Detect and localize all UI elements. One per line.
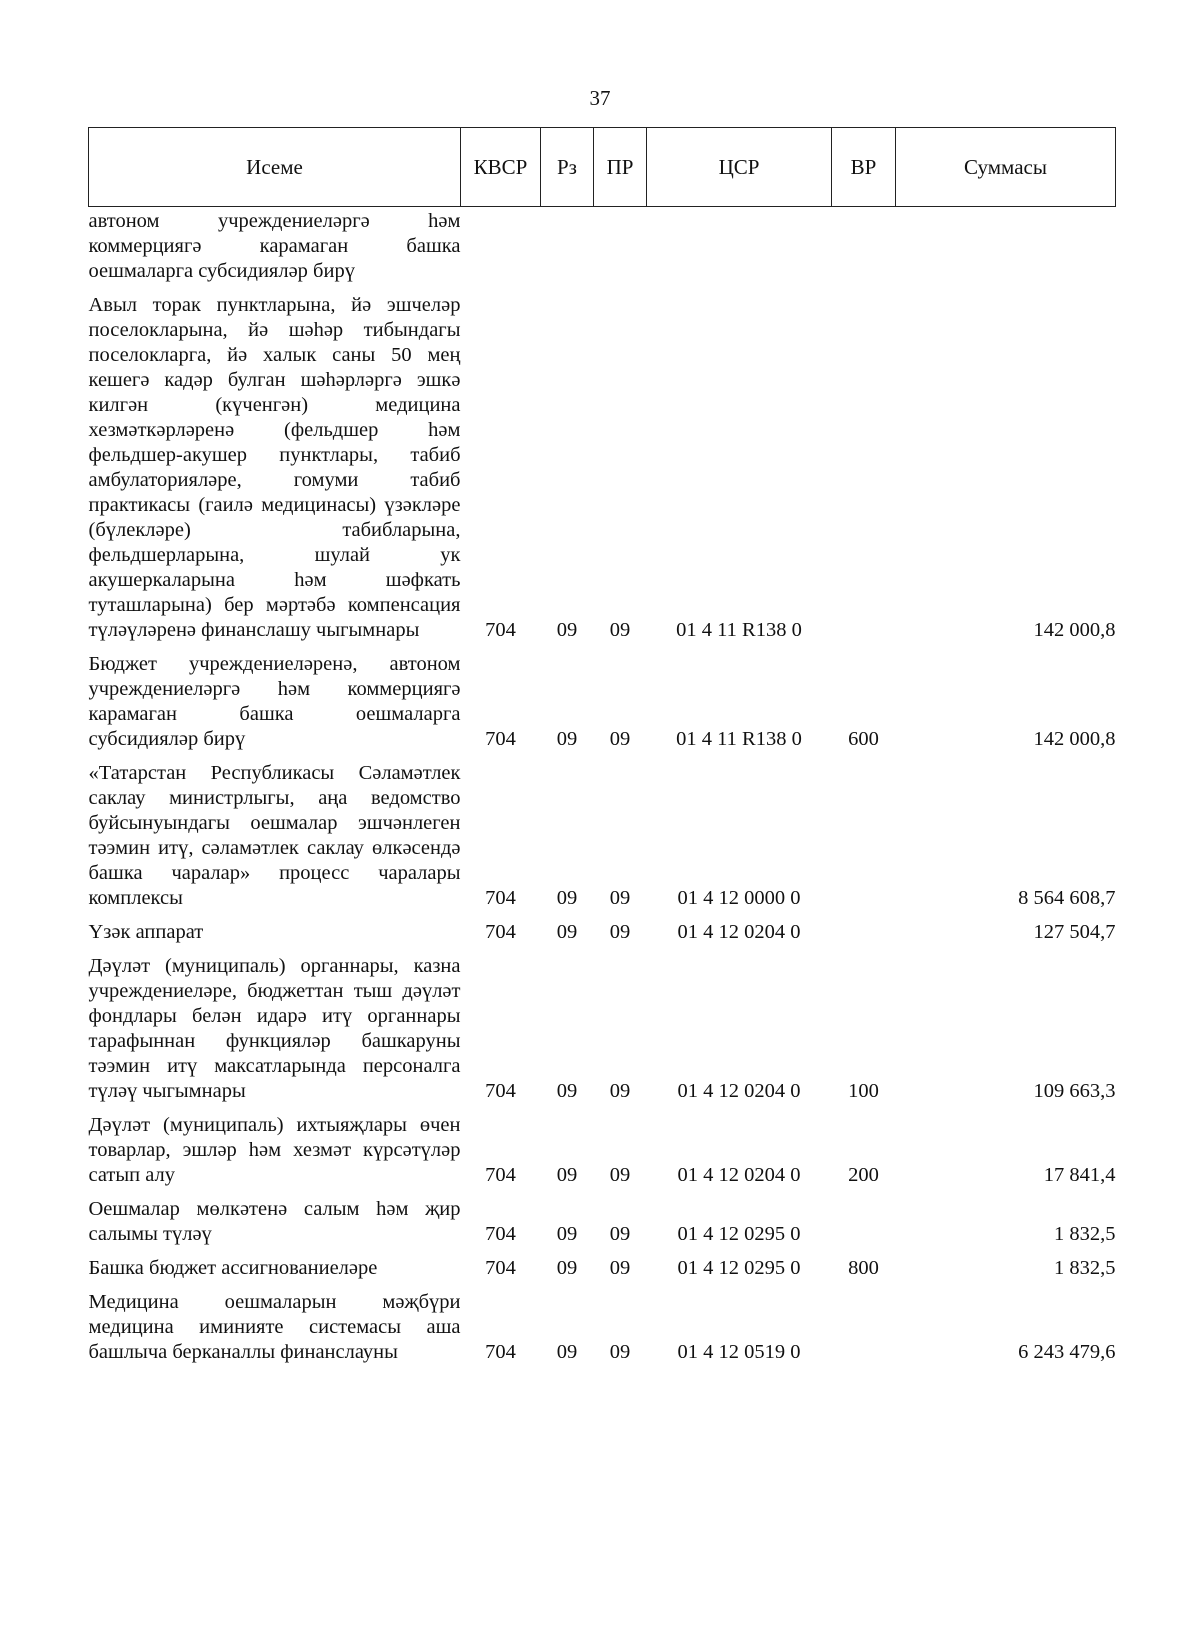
row-csr: 01 4 12 0204 0: [677, 1164, 801, 1186]
row-vr: 800: [848, 1257, 879, 1279]
row-kvsr: 704: [485, 1223, 516, 1245]
row-pr: 09: [609, 728, 631, 750]
row-sum: 1 832,5: [1054, 1257, 1116, 1279]
row-csr: 01 4 12 0295 0: [677, 1223, 801, 1245]
row-rz: 09: [556, 728, 578, 750]
row-vr: [832, 284, 896, 643]
row-csr: 01 4 12 0519 0: [677, 1341, 801, 1363]
row-pr: 09: [609, 887, 631, 909]
row-csr: 01 4 12 0204 0: [677, 1080, 801, 1102]
row-csr: 01 4 12 0204 0: [677, 921, 801, 943]
budget-table: [88, 127, 1116, 1365]
row-name: «Татарстан Республикасы Сәламәтлек саклау министрлыгы, аңа ведомство буйсынуындагы оешмалар эшчәнлеген тәэмин итү, сәламәтлек саклау өлкәсендә башка чаралар» процесс чаралары комплексы: [88, 762, 461, 909]
row-vr: 600: [848, 728, 879, 750]
row-rz: 09: [556, 887, 578, 909]
row-sum: 8 564 608,7: [1018, 887, 1116, 909]
row-sum: 1 832,5: [1054, 1223, 1116, 1245]
row-name: Үзәк аппарат: [88, 921, 204, 943]
row-pr: 09: [609, 921, 631, 943]
row-pr: 09: [609, 1223, 631, 1245]
table-row: [89, 284, 1116, 643]
row-rz: 09: [556, 1257, 578, 1279]
row-rz: 09: [556, 1341, 578, 1363]
row-vr: 200: [848, 1164, 879, 1186]
row-kvsr: 704: [485, 1341, 516, 1363]
row-kvsr: 704: [485, 921, 516, 943]
row-sum: 17 841,4: [1043, 1164, 1116, 1186]
row-rz: [541, 207, 594, 285]
row-name: Дәүләт (муниципаль) ихтыяҗлары өчен товарлар, эшләр һәм хезмәт күрсәтүләр сатып алу: [88, 1114, 461, 1186]
table-row: [89, 643, 1116, 752]
table-row: [89, 1188, 1116, 1247]
row-sum: [896, 207, 1116, 285]
table-header-row: [89, 128, 1116, 207]
row-pr: 09: [609, 1080, 631, 1102]
row-vr: [832, 1281, 896, 1365]
header-kvsr: КВСР: [461, 128, 541, 207]
row-vr: [832, 207, 896, 285]
table-row: [89, 1281, 1116, 1365]
row-vr: 100: [848, 1080, 879, 1102]
row-pr: 09: [609, 1341, 631, 1363]
header-sum: Суммасы: [896, 128, 1116, 207]
row-csr: 01 4 12 0295 0: [677, 1257, 801, 1279]
row-vr: [832, 911, 896, 945]
row-pr: 09: [609, 1164, 631, 1186]
row-rz: 09: [556, 1223, 578, 1245]
row-pr: 09: [609, 619, 631, 641]
row-name: Авыл торак пунктларына, йә эшчеләр поселокларына, йә шәһәр тибындагы поселокларга, йә халык саны 50 мең кешегә кадәр булган шәһәрләргә эшкә килгән (күченгән) медицина хезмәткәрләренә (фельдшер һәм фельдшер-акушер пунктлары, табиб амбулаторияләре, гомуми табиб практикасы (гаилә медицинасы) үзәкләре (бүлекләре) табибларына, фельдшерларына, шулай ук акушеркаларына һәм шәфкать туташларына) бер мәртәбә компенсация түләүләренә финанслашу чыгымнары: [88, 294, 461, 641]
row-name: автоном учреждениеләргә һәм коммерциягә карамаган башка оешмаларга субсидияләр бирү: [88, 210, 461, 282]
row-rz: 09: [556, 921, 578, 943]
row-vr: [832, 1188, 896, 1247]
row-csr: [647, 207, 832, 285]
row-pr: [594, 207, 647, 285]
table-row: [89, 911, 1116, 945]
row-kvsr: 704: [485, 1080, 516, 1102]
header-rz: Рз: [541, 128, 594, 207]
table-row: [89, 1247, 1116, 1281]
row-kvsr: 704: [485, 1257, 516, 1279]
row-rz: 09: [556, 1164, 578, 1186]
page-number: 37: [589, 86, 611, 110]
table-row: [89, 1104, 1116, 1188]
row-sum: 127 504,7: [1033, 921, 1116, 943]
header-pr: ПР: [594, 128, 647, 207]
row-sum: 142 000,8: [1033, 728, 1116, 750]
row-sum: 109 663,3: [1033, 1080, 1116, 1102]
row-name: Медицина оешмаларын мәҗбүри медицина иминияте системасы аша башлыча берканаллы финанслауны: [88, 1291, 461, 1363]
row-csr: 01 4 11 R138 0: [676, 619, 802, 641]
row-kvsr: [461, 207, 541, 285]
row-sum: 142 000,8: [1033, 619, 1116, 641]
row-csr: 01 4 12 0000 0: [677, 887, 801, 909]
row-csr: 01 4 11 R138 0: [676, 728, 802, 750]
row-kvsr: 704: [485, 887, 516, 909]
table-row: [89, 945, 1116, 1104]
table-row: [89, 207, 1116, 285]
row-name: Бюджет учреждениеләренә, автоном учреждениеләргә һәм коммерциягә карамаган башка оешмаларга субсидияләр бирү: [88, 653, 461, 750]
row-kvsr: 704: [485, 728, 516, 750]
row-kvsr: 704: [485, 619, 516, 641]
row-name: Башка бюджет ассигнованиеләре: [88, 1257, 378, 1279]
row-rz: 09: [556, 1080, 578, 1102]
row-sum: 6 243 479,6: [1018, 1341, 1116, 1363]
row-name: Дәүләт (муниципаль) органнары, казна учреждениеләре, бюджеттан тыш дәүләт фондлары белән идарә итү органнары тарафыннан функцияләр башкаруны тәэмин итү максатларында персоналга түләү чыгымнары: [88, 955, 461, 1102]
header-csr: ЦСР: [647, 128, 832, 207]
row-pr: 09: [609, 1257, 631, 1279]
table-row: [89, 752, 1116, 911]
row-name: Оешмалар мөлкәтенә салым һәм җир салымы түләү: [88, 1198, 461, 1245]
row-rz: 09: [556, 619, 578, 641]
header-vr: ВР: [832, 128, 896, 207]
row-vr: [832, 752, 896, 911]
row-kvsr: 704: [485, 1164, 516, 1186]
header-name: Исеме: [89, 128, 461, 207]
